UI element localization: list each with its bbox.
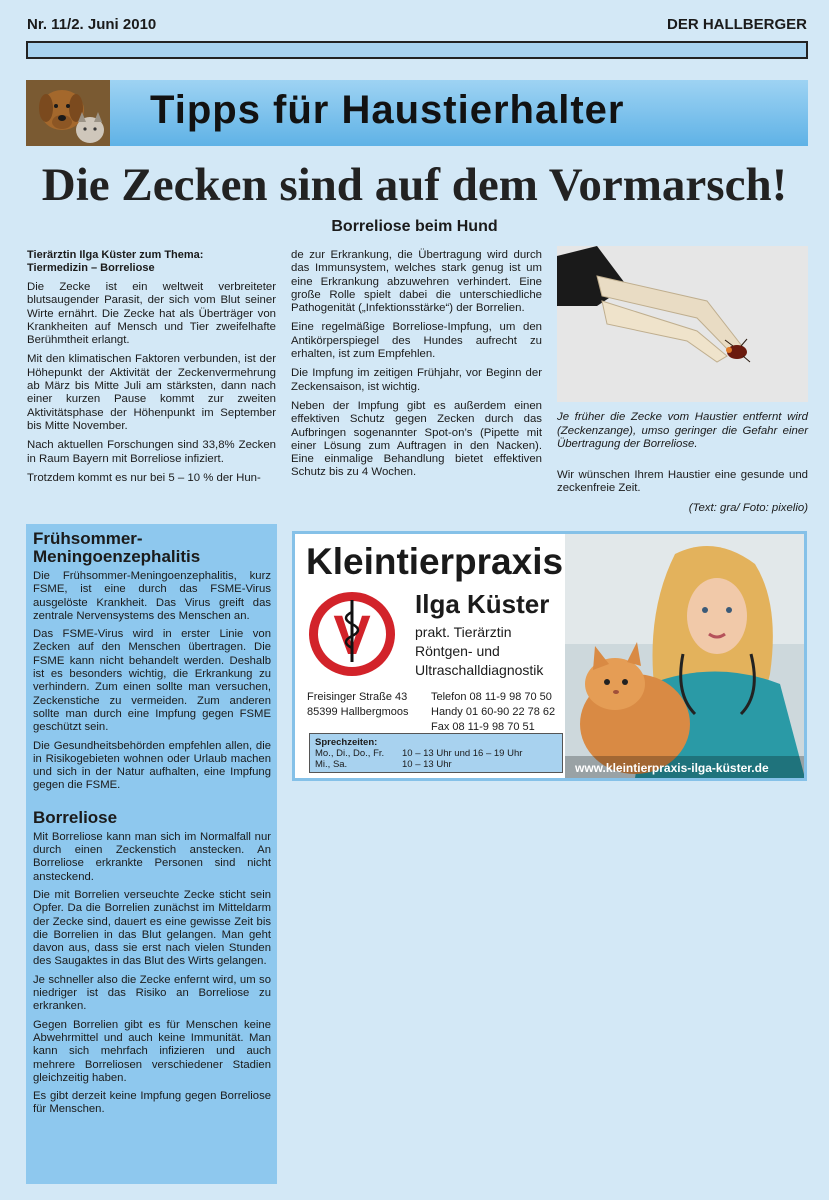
vet-with-cat-photo (565, 534, 807, 778)
dog-cat-photo (26, 80, 110, 146)
veterinary-logo-icon (307, 590, 397, 678)
article-headline: Die Zecken sind auf dem Vormarsch! (41, 159, 788, 211)
paragraph: Gegen Borrelien gibt es für Menschen keine Abwehrmittel und auch keine Immunität. Man kann sich mehrfach infizieren und auch mehrere Borreliosen verschiedener Stadien gleichzeitig haben. (33, 1018, 271, 1084)
paragraph: Die Impfung im zeitigen Frühjahr, vor Beginn der Zeckensaison, ist wichtig. (291, 367, 542, 393)
paragraph: Es gibt derzeit keine Impfung gegen Borreliose für Menschen. (33, 1090, 271, 1116)
vet-name: Ilga Küster (415, 589, 550, 619)
photo-caption: Je früher die Zecke vom Haustier entfernt wird (Zeckenzange), umso geringer die Gefahr einer Übertragung der Borreliose. (557, 411, 808, 450)
article-leadin: Tierärztin Ilga Küster zum Thema: Tiermedizin – Borreliose (27, 249, 204, 274)
vet-address: Freisinger Straße 43 85399 Hallbergmoos (307, 691, 409, 718)
article-subhead: Borreliose beim Hund (331, 218, 498, 235)
paragraph: Je schneller also die Zecke enfernt wird, um so niedriger ist das Risiko an Borreliose zu erkranken. (33, 973, 271, 1013)
paragraph: Die mit Borrelien verseuchte Zecke sticht sein Opfer. Da die Borrelien zunächst im Mitteldarm der Zecke sind, dauert es eine gewisse Zeit bis die Borrelien in das Blut gelangen. Man geht davon aus, dass sie erst nach vielen Stunden des Saugaktes in das Blut des Wirts gelangen. (33, 888, 271, 968)
paragraph: Das FSME-Virus wird in erster Linie von Zecken auf den Menschen übertragen. Die FSME kann nicht behandelt werden. Deshalb ist es besonders wichtig, die Erkrankung zu verhindern. Zum einen sollte man versuchen, Zeckenstiche zu vermeiden. Zum anderen sollte man durch eine Impfung gegen FSME geschützt sein. (33, 628, 271, 734)
vet-contact: Telefon 08 11-9 98 70 50 Handy 01 60-90 22 78 62 Fax 08 11-9 98 70 51 (431, 691, 556, 733)
paragraph: Nach aktuellen Forschungen sind 33,8% Zecken in Raum Bayern mit Borreliose infiziert. (27, 439, 276, 465)
practice-website-link[interactable]: www.kleintierpraxis-ilga-küster.de (575, 761, 769, 775)
article-column-2 (291, 249, 542, 486)
paragraph: de zur Erkrankung, die Übertragung wird durch das Immunsystem, welches stark genug ist um eine Erkrankung abzuwehren verhindert. Eine große Rolle spielt dabei die unterschiedliche Pathogenität („Infektionsstärke“) der Borrelien. (291, 249, 542, 315)
sidebar-heading-borreliose: Borreliose (33, 807, 118, 827)
page-header (27, 16, 807, 36)
paragraph: Neben der Impfung gibt es außerdem einen effektiven Schutz gegen Zecken durch das Aufbringen sogenannter Spot-on’s (Pipette mit einer Lösung zum Auftragen in den Nacken). Eine einmalige Behandlung bietet effektiven Schutz bis zu 4 Wochen. (291, 399, 542, 479)
paragraph: Mit Borreliose kann man sich im Normalfall nur durch einen Zeckenstich anstecken. An Borreliose erkrankte Personen sind nicht ansteckend. (33, 830, 271, 883)
logo-letter: V (333, 603, 371, 666)
issue-date: Nr. 11/2. Juni 2010 (27, 16, 157, 33)
vet-roles: prakt. Tierärztin Röntgen- und Ultraschalldiagnostik (415, 624, 544, 678)
vet-advertisement (292, 531, 807, 781)
newspaper-name: DER HALLBERGER (666, 16, 807, 33)
office-hours: Sprechzeiten: Mo., Di., Do., Fr. 10 – 13 Uhr und 16 – 19 Uhr Mi., Sa. 10 – 13 Uhr (309, 733, 563, 773)
ad-title: Kleintierpraxis (306, 541, 564, 582)
paragraph: Die Zecke ist ein weltweit verbreiteter blutsaugender Parasit, der sich vom Blut seiner Wirte ernährt. Die Zecke hat als Überträger von Krankheiten auf Mensch und Tier zweifelhafte Berühmtheit erlangt. (27, 281, 276, 347)
article-column-3 (557, 246, 808, 521)
paragraph: Mit den klimatischen Faktoren verbunden, ist der Höhepunkt der Aktivität der Zeckenvermehrung ab März bis Mitte Juli am stärksten, dann nach einer kurzen Pause kommt zur zweiten Aktivitätsphase der Höhenpunkt im September bis Mitte November. (27, 353, 276, 432)
paragraph: Die Gesundheitsbehörden empfehlen allen, die in Risikogebieten wohnen oder Urlaub machen und sich in der Natur aufhalten, eine Impfung gegen die FSME. (33, 739, 271, 792)
article-column-1 (27, 249, 276, 491)
section-banner (26, 80, 808, 146)
tick-tweezers-photo (557, 246, 808, 402)
sidebar-heading-fsme: Frühsommer-Meningoenzephalitis (33, 529, 201, 566)
closing-wish: Wir wünschen Ihrem Haustier eine gesunde und zeckenfreie Zeit. (557, 469, 808, 495)
paragraph: Trotzdem kommt es nur bei 5 – 10 % der Hun- (27, 471, 261, 484)
paragraph: Eine regelmäßige Borreliose-Impfung, um den Antikörperspiegel des Hundes aufrecht zu erhalten, ist zum Empfehlen. (291, 321, 542, 361)
credit-line: (Text: gra/ Foto: pixelio) (688, 501, 808, 514)
paragraph: Die Frühsommer-Meningoenzephalitis, kurz FSME, ist eine durch das FSME-Virus ausgelöste Krankheit. Das Virus greift das zentrale Nervensystems des Menschen an. (33, 570, 271, 622)
banner-title: Tipps für Haustierhalter (150, 88, 625, 132)
info-sidebar (26, 524, 277, 1184)
header-rule (26, 41, 808, 59)
